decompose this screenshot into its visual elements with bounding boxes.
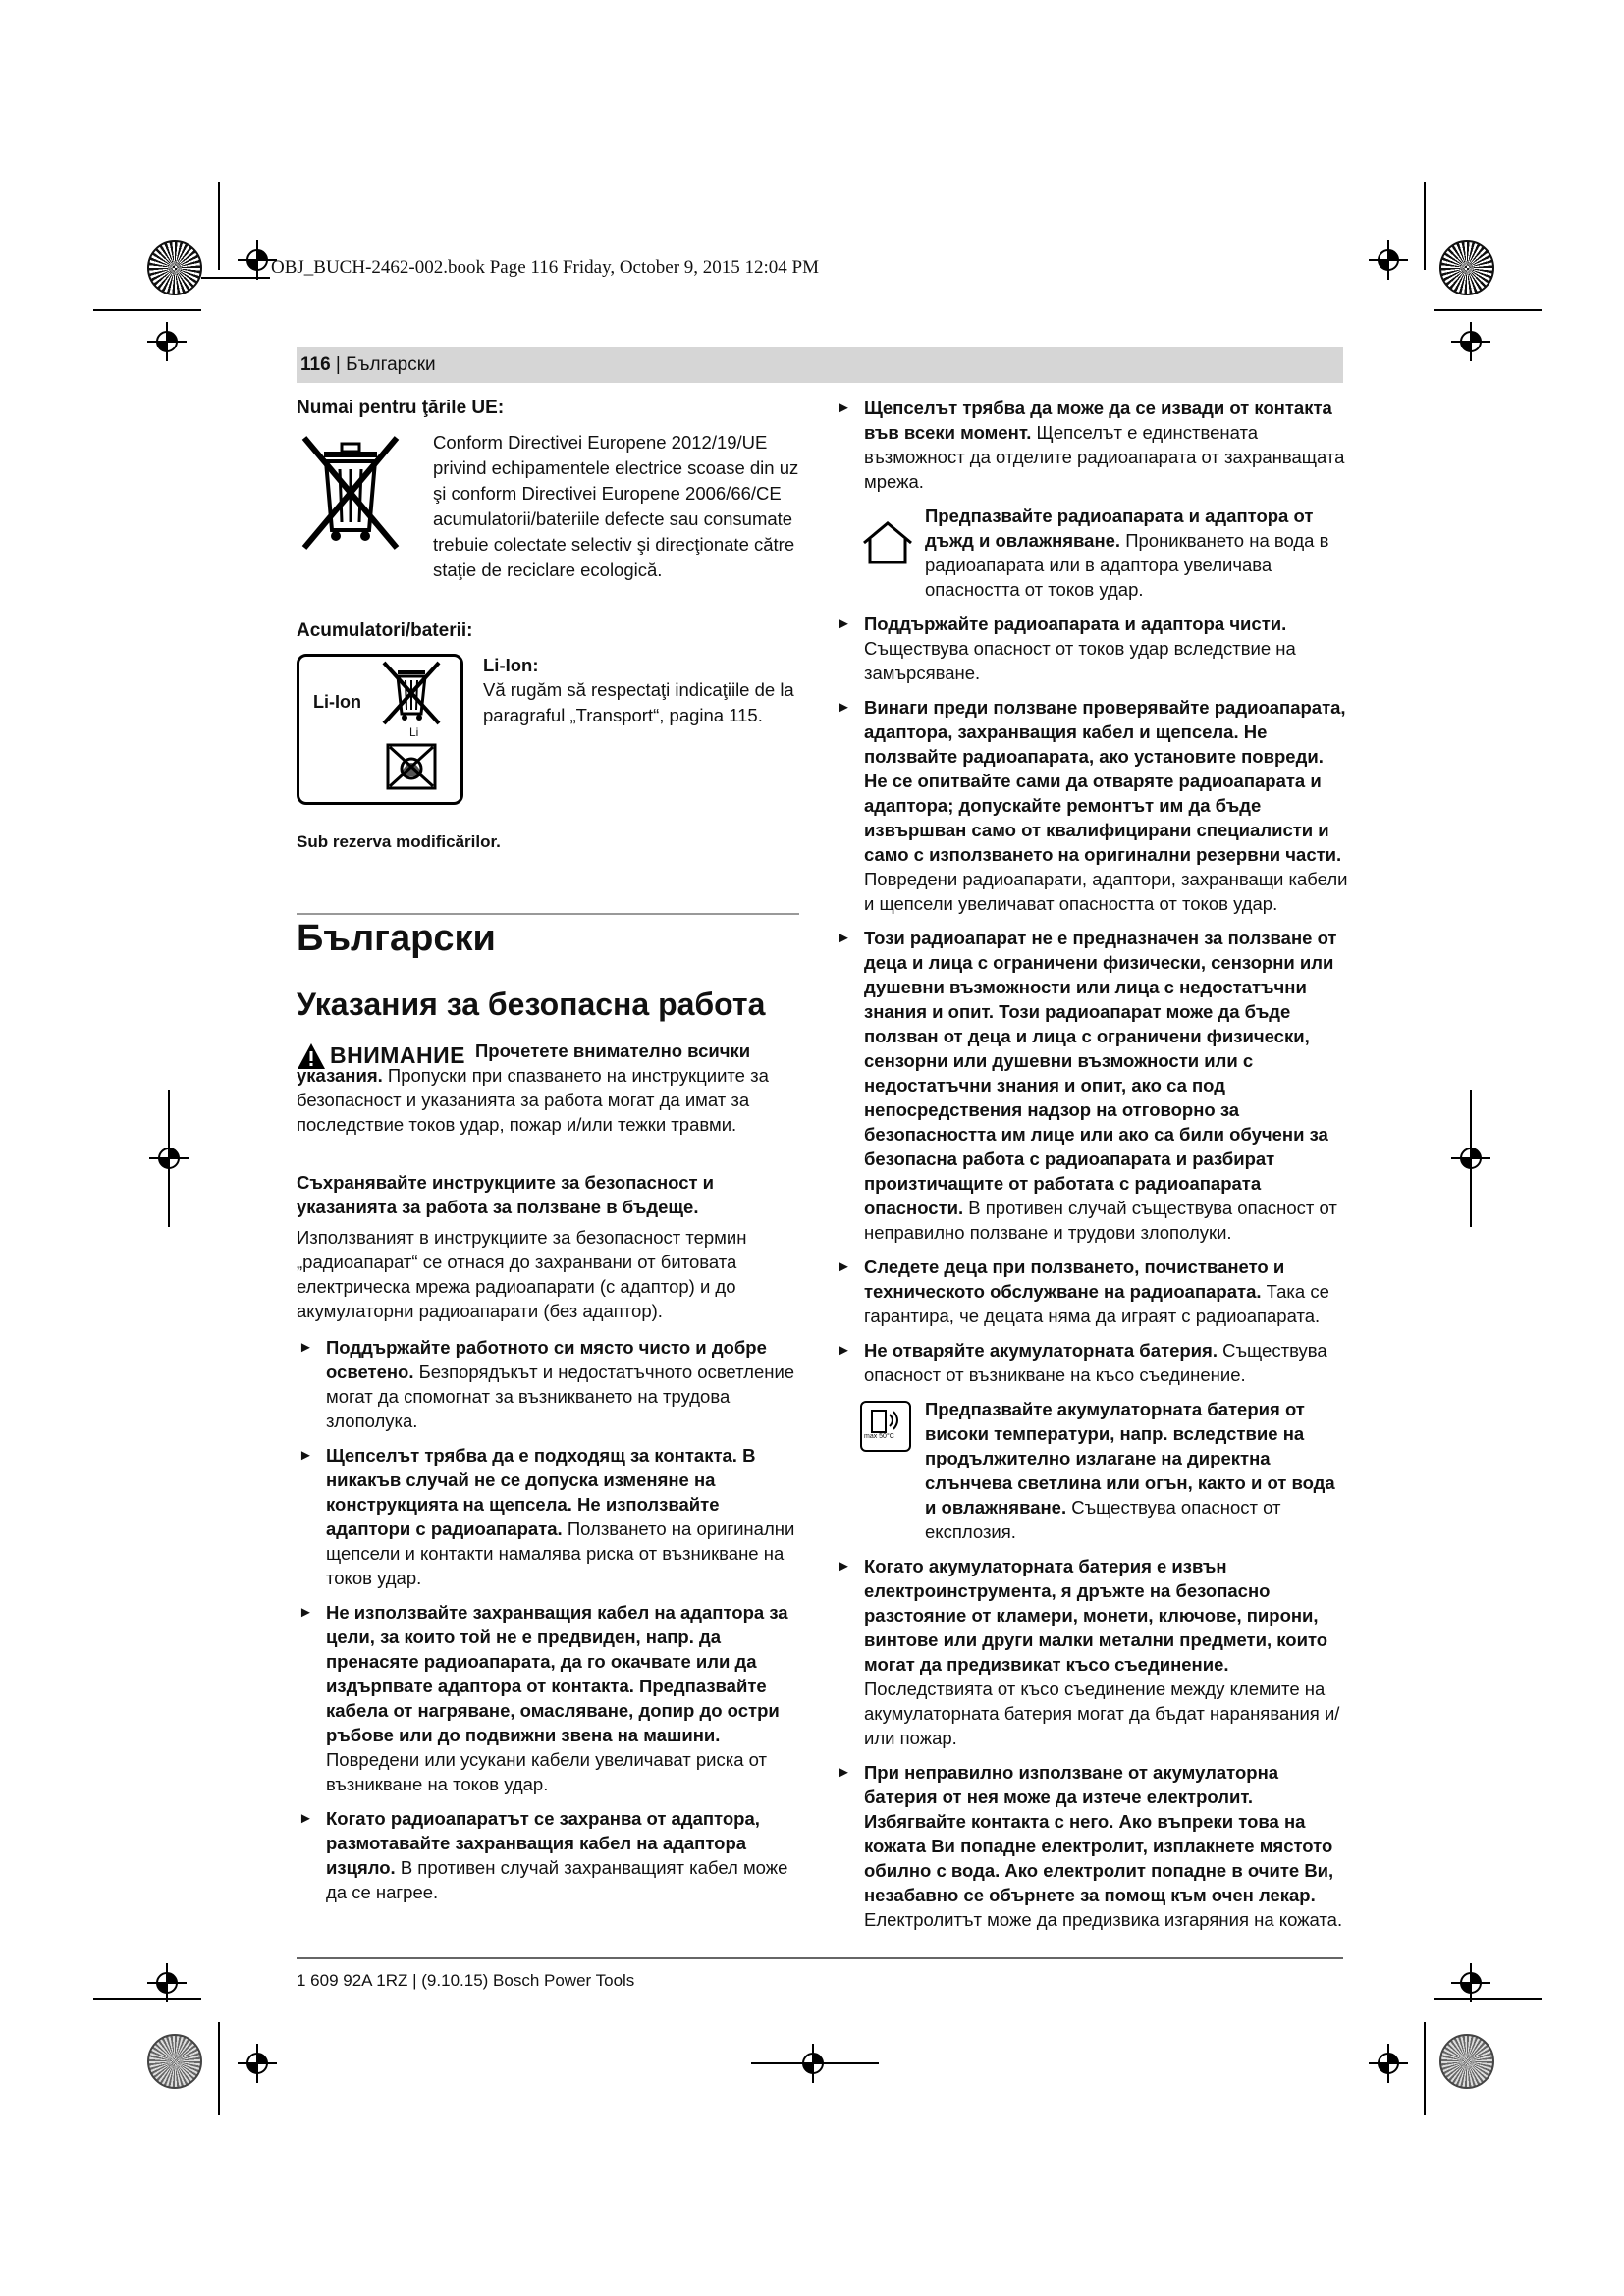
- registration-mark-top-left: [147, 240, 202, 295]
- term-definition: Използваният в инструкциите за безопасност термин „радиоапарат“ се отнася до захранвани от битовата електрическа мрежа радиоапарати (с адаптор) и до акумулаторни радиоапарати (без адаптор).: [297, 1227, 747, 1321]
- right-column: [835, 396, 1350, 1942]
- crop-line: [1424, 2022, 1426, 2115]
- page-language: Български: [346, 354, 436, 375]
- footer-rule: [297, 1957, 1343, 1959]
- list-item: ► Този радиоапарат не е предназначен за ползване от деца и лица с ограничени физически, сензорни или душевни възможности или лица с недостатъчни знания и опит. Този радиоапарат може да бъде ползван от деца и лица с ограничени физически, сензорни или душевни възможности или с недостатъчни знания и опит, ако са под непосредствения надзор на отговорно за безопасността им лице или ако са били обучени за безопасна работа с радиоапарата и разбират произтичащите от работата с радиоапарата опасности. В противен случай съществува опасност от неправилно ползване и трудови злополуки.: [835, 926, 1350, 1245]
- eu-text: Conform Directivei Europene 2012/19/UE privind echipamentele electrice scoase din uz şi conform Directivei Europene 2006/66/CE acumulatorii/bateriile defecte sau consumate trebuie colectate selectiv şi direcţionate către staţie de reciclare ecologică.: [433, 432, 799, 580]
- liion-title: Li-Ion:: [483, 655, 539, 675]
- battery-heading: Acumulatori/baterii:: [297, 620, 473, 641]
- house-warning: Предпазвайте радиоапарата и адаптора от дъжд и овлажняване. Проникването на вода в радиоапарата или в адаптора увеличава опасността от токов удар.: [835, 504, 1350, 602]
- liion-block: [483, 653, 807, 728]
- section-rule: [297, 913, 799, 915]
- list-item: ► Следете деца при ползването, почистването и техническото обслужване на радиоапарата. Така се гарантира, че децата няма да играят с радиоапарата.: [835, 1255, 1350, 1328]
- crop-line: [1470, 1090, 1472, 1227]
- crosshair-mark: [1451, 322, 1490, 361]
- warning-text: Пропуски при спазването на инструкциите за безопасност и указанията за работа могат да имат за последствие токов удар, пожар и/или тежки травми.: [297, 1065, 769, 1135]
- list-item: ► При неправилно използване от акумулаторна батерия от нея може да изтече електролит. Избягвайте контакта с него. Ако въпреки това на кожата Ви попадне електролит, изплакнете мястото обилно с вода. Ако електролит попадне в очите Ви, незабавно се обърнете за помощ към очен лекар. Електролитът може да предизвика изгаряния на кожата.: [835, 1760, 1350, 1932]
- file-header: OBJ_BUCH-2462-002.book Page 116 Friday, October 9, 2015 12:04 PM: [271, 257, 820, 278]
- list-item: ► Винаги преди ползване проверявайте радиоапарата, адаптора, захранващия кабел и щепсела. Не ползвайте радиоапарата, ако установите повреди. Не се опитвайте сами да отваряте радиоапарата и адаптора; допускайте ремонтът им да бъде извършван само от квалифицирани специалисти и само с използването на оригинални резервни части. Повредени радиоапарати, адаптори, захранващи кабели и щепсели увеличават опасността от токов удар.: [835, 695, 1350, 916]
- page-number-label: 116 | Български: [300, 354, 436, 375]
- list-item: ► Щепселът трябва да е подходящ за контакта. В никакъв случай не се допуска изменяне на конструкцията на щепсела. Не използвайте адаптори с радиоапарата. Ползването на оригинални щепсели и контакти намалява риска от възникване на токов удар.: [297, 1443, 799, 1590]
- crosshair-mark: [1369, 2044, 1408, 2083]
- house-icon: [860, 519, 915, 566]
- no-water-fire-icon: [386, 743, 437, 790]
- battery-bin-icon: [380, 661, 443, 731]
- header-line: [201, 277, 270, 279]
- li-small-label: Li: [409, 725, 419, 739]
- list-item: ► Когато радиоапаратът се захранва от адаптора, размотавайте захранващия кабел на адаптора изцяло. В противен случай захранващият кабел може да се нагрее.: [297, 1806, 799, 1904]
- crosshair-mark: [238, 2044, 277, 2083]
- crossed-bin-icon: [297, 432, 405, 560]
- liion-recycling-icon: [297, 654, 463, 805]
- crop-line: [1424, 182, 1426, 270]
- left-column: [297, 396, 799, 420]
- reserve-note: Sub rezerva modificărilor.: [297, 832, 501, 851]
- registration-mark-bottom-right: [1439, 2034, 1494, 2089]
- crop-line: [168, 1090, 170, 1227]
- crosshair-mark: [1369, 240, 1408, 280]
- list-item: ► Щепселът трябва да може да се извади от контакта във всеки момент. Щепселът е единствената възможност да отделите радиоапарата от захранващата мрежа.: [835, 396, 1350, 494]
- warning-bold: Прочетете внимателно всички указания.: [297, 1041, 751, 1086]
- crop-line: [218, 182, 220, 270]
- language-heading: Български: [297, 918, 496, 959]
- liion-text: Vă rugăm să respectaţi indicaţiile de la paragraful „Transport“, pagina 115.: [483, 679, 794, 725]
- warning-paragraph: [297, 1039, 799, 1137]
- heat-icon: [860, 1401, 911, 1452]
- eu-heading: Numai pentru ţările UE:: [297, 398, 505, 418]
- left-body: [297, 1170, 799, 1914]
- list-item: ► Не използвайте захранващия кабел на адаптора за цели, за които той не е предвиден, напр. да пренасяте радиоапарата, да го окачвате или да издърпвате адаптора от контакта. Предпазвайте кабела от нагряване, омасляване, допир до остри ръбове или до подвижни звена на машини. Повредени или усукани кабели увеличават риска от възникване на токов удар.: [297, 1600, 799, 1796]
- footer-text: 1 609 92A 1RZ | (9.10.15) Bosch Power Tools: [297, 1971, 635, 1990]
- list-item: ► Поддържайте работното си място чисто и добре осветено. Безпорядъкът и недостатъчното осветление могат да спомогнат за възникването на трудова злополука.: [297, 1335, 799, 1433]
- heat-icon-label: max 50°C: [864, 1433, 894, 1440]
- crop-line: [218, 2022, 220, 2115]
- keep-instructions: Съхранявайте инструкциите за безопасност и указанията за работа за ползване в бъдеще.: [297, 1172, 715, 1217]
- heat-warning: max 50°C Предпазвайте акумулаторната батерия от високи температури, напр. вследствие на продължително излагане на директна слънчева светлина или огън, както и от вода и овлажняване. Съществува опасност от експлозия.: [835, 1397, 1350, 1544]
- crop-line: [93, 309, 201, 311]
- list-item: ► Не отваряйте акумулаторната батерия. Съществува опасност от възникване на късо съединение.: [835, 1338, 1350, 1387]
- list-item: ► Поддържайте радиоапарата и адаптора чисти. Съществува опасност от токов удар вследствие на замърсяване.: [835, 612, 1350, 685]
- list-item: ► Когато акумулаторната батерия е извън електроинструмента, я дръжте на безопасно разстояние от кламери, монети, ключове, пирони, винтове или други малки метални предмети, които могат да предизвикат късо съединение. Последствията от късо съединение между клемите на акумулаторната батерия могат да бъдат наранявания и/или пожар.: [835, 1554, 1350, 1750]
- crosshair-mark: [147, 1963, 187, 2002]
- registration-mark-bottom-left: [147, 2034, 202, 2089]
- liion-icon-label: Li-Ion: [313, 692, 361, 712]
- crop-line: [1434, 309, 1542, 311]
- warning-label: ВНИМАНИЕ: [330, 1042, 466, 1068]
- page-number: 116: [300, 354, 331, 375]
- crosshair-mark: [147, 322, 187, 361]
- registration-mark-top-right: [1439, 240, 1494, 295]
- crosshair-mark: [1451, 1963, 1490, 2002]
- safety-heading: Указания за безопасна работа: [297, 987, 766, 1022]
- page-header-bar: [297, 347, 1343, 383]
- crop-line: [751, 2062, 879, 2064]
